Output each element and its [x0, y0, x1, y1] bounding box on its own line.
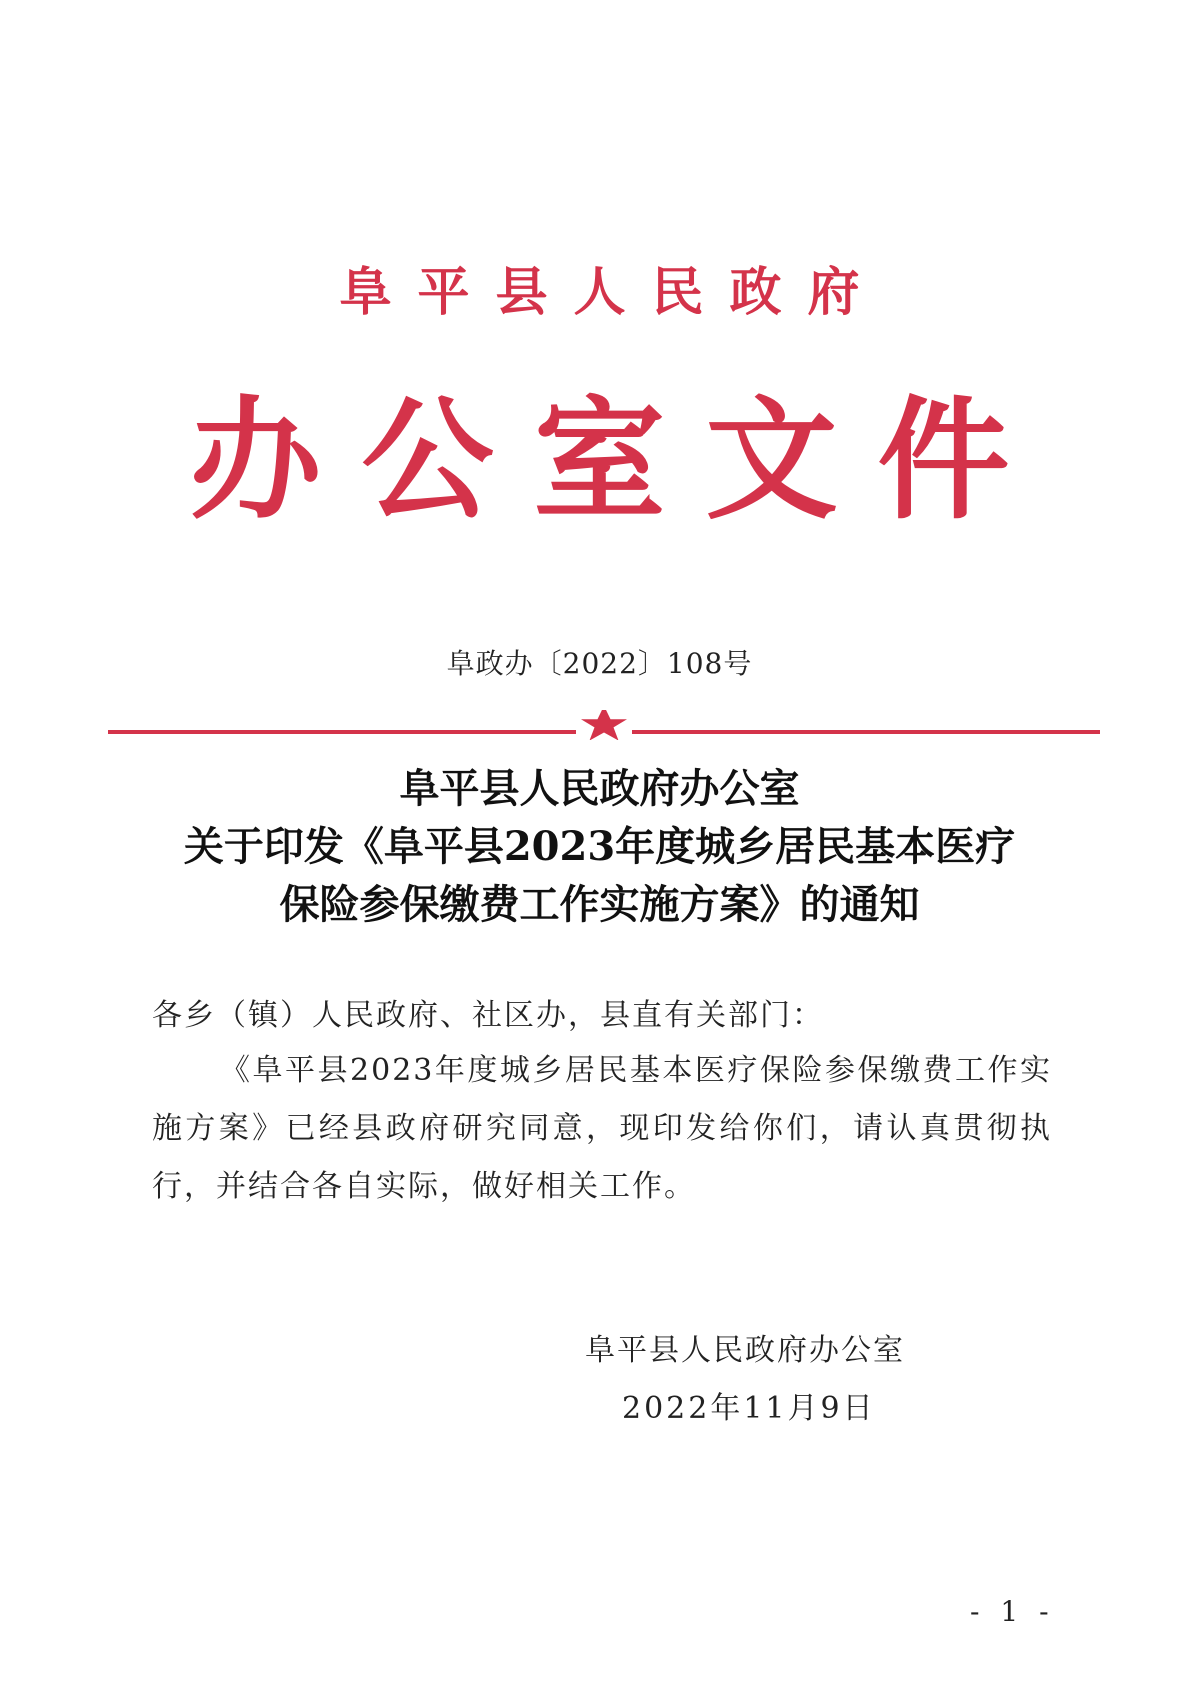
title-line-1: 阜平县人民政府办公室 — [399, 765, 800, 812]
issuer-header: 阜平县人民政府 — [339, 262, 886, 323]
body-paragraph: 《阜平县2023年度城乡居民基本医疗保险参保缴费工作实施方案》已经县政府研究同意，现印发给你们，请认真贯彻执行，并结合各自实际，做好相关工作。 — [152, 1053, 1052, 1204]
star-icon — [581, 710, 627, 740]
title-line-2: 关于印发《阜平县2023年度城乡居民基本医疗 — [183, 823, 1016, 870]
red-divider-with-star — [108, 710, 1100, 740]
signer: 阜平县人民政府办公室 — [585, 1333, 905, 1368]
issue-date: 2022年11月9日 — [622, 1391, 876, 1426]
page-number: - 1 - — [970, 1595, 1055, 1628]
doc-type-header: 办公室文件 — [189, 383, 1050, 538]
document-number: 阜政办〔2022〕108号 — [446, 647, 753, 680]
salutation: 各乡（镇）人民政府、社区办，县直有关部门： — [152, 998, 824, 1033]
title-line-3: 保险参保缴费工作实施方案》的通知 — [279, 881, 920, 928]
document-title — [0, 760, 1199, 934]
